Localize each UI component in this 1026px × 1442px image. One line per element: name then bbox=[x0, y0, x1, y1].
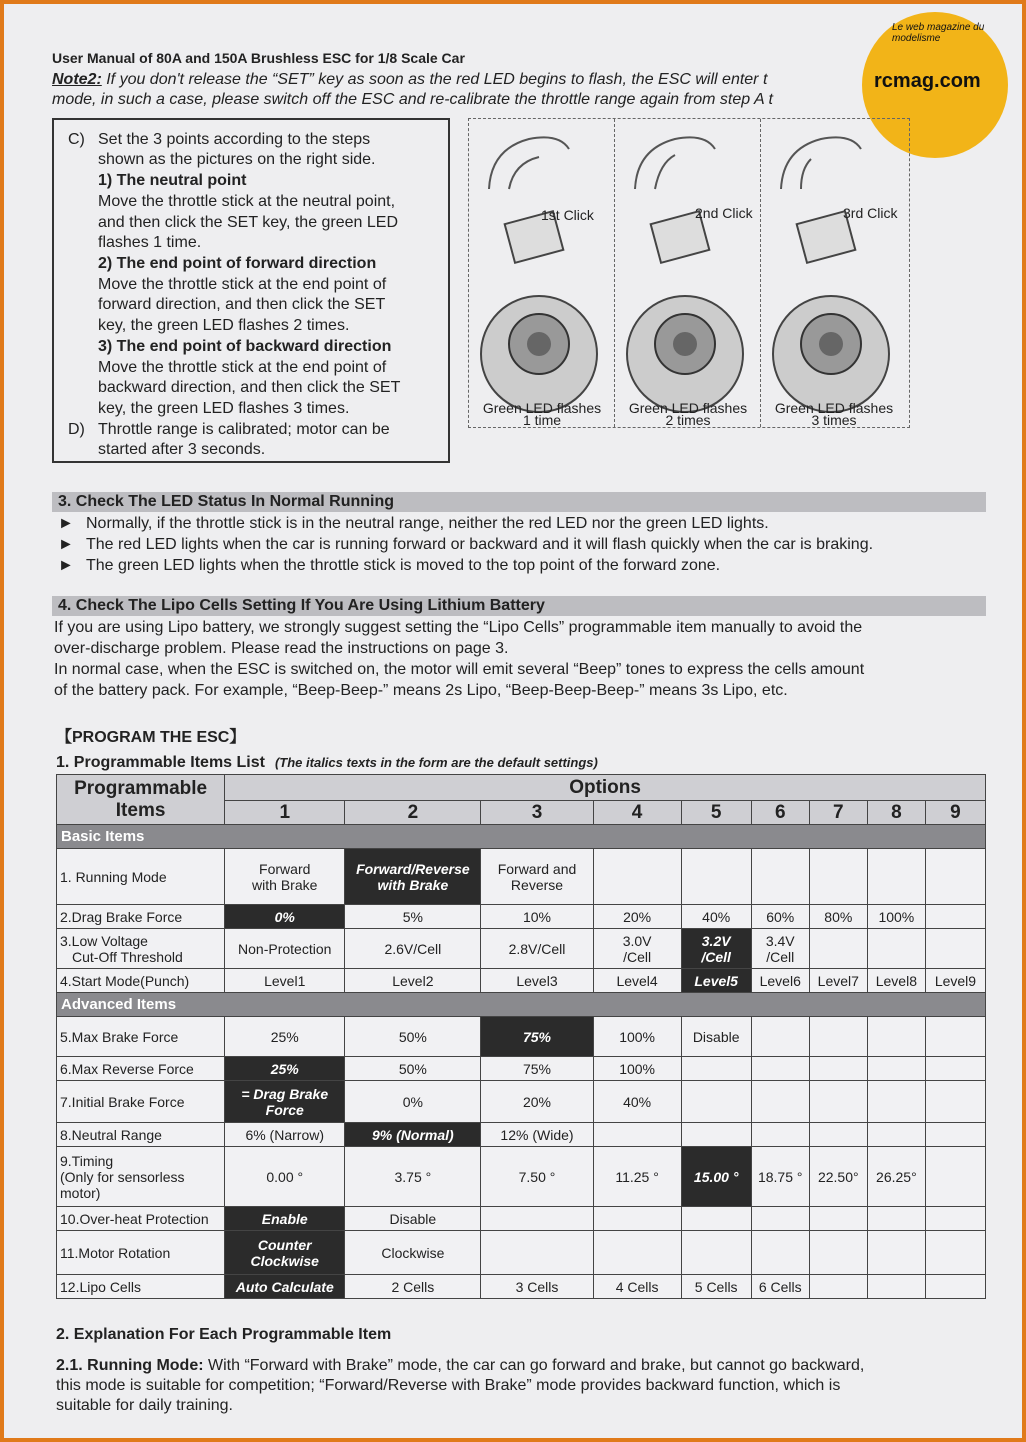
bullet-arrow-icon: ► bbox=[58, 536, 74, 553]
cell bbox=[593, 849, 681, 905]
n3-a: Move the throttle stick at the end point of bbox=[98, 359, 387, 376]
sec3-b2: The red LED lights when the car is running forward or backward and it will flash quickly when the car is braking. bbox=[86, 536, 874, 553]
cell bbox=[593, 1123, 681, 1147]
s21-label: 2.1. Running Mode: bbox=[56, 1357, 204, 1374]
cell-default: Enable bbox=[225, 1207, 345, 1231]
cell: Level9 bbox=[925, 969, 985, 993]
sec4-p1b: over-discharge problem. Please read the instructions on page 3. bbox=[54, 640, 509, 657]
note2-text2: mode, in such a case, please switch off the ESC and re-calibrate the throttle range again from step A t bbox=[52, 91, 773, 108]
cell-text: 3.4V bbox=[765, 932, 795, 949]
row-name-l1: 3.Low Voltage bbox=[60, 932, 148, 949]
explanation-title: 2. Explanation For Each Programmable Item bbox=[56, 1326, 392, 1343]
cell: 0.00 ° bbox=[225, 1147, 345, 1207]
items-list-note: (The italics texts in the form are the default settings) bbox=[274, 755, 598, 770]
esc-illustration bbox=[761, 119, 907, 427]
table-row bbox=[57, 1123, 986, 1147]
c-line2: shown as the pictures on the right side. bbox=[98, 151, 376, 168]
cell bbox=[925, 1207, 985, 1231]
cell bbox=[751, 1081, 809, 1123]
cell: 100% bbox=[867, 905, 925, 929]
cell bbox=[481, 1231, 593, 1275]
cell bbox=[925, 1231, 985, 1275]
page-header: User Manual of 80A and 150A Brushless ESC for 1/8 Scale Car bbox=[52, 50, 465, 66]
row-name: 2.Drag Brake Force bbox=[57, 905, 225, 929]
table-row bbox=[57, 1147, 986, 1207]
header-items-l1: Programmable bbox=[74, 777, 208, 799]
cell bbox=[925, 1081, 985, 1123]
option-num: 4 bbox=[593, 801, 681, 825]
cell: 0% bbox=[345, 1081, 481, 1123]
table-row bbox=[57, 1207, 986, 1231]
cell bbox=[925, 1057, 985, 1081]
cell: 80% bbox=[809, 905, 867, 929]
cell: 18.75 ° bbox=[751, 1147, 809, 1207]
cell: Non-Protection bbox=[225, 929, 345, 969]
sec3-bullet-1 bbox=[58, 514, 769, 534]
manual-page bbox=[4, 4, 1022, 1438]
cell bbox=[751, 1207, 809, 1231]
d-line1: Throttle range is calibrated; motor can be bbox=[98, 421, 390, 438]
cell: 100% bbox=[593, 1017, 681, 1057]
cell-text: Counter bbox=[257, 1236, 312, 1253]
sec3-bullet-3 bbox=[58, 556, 720, 576]
flash-label-3b: 3 times bbox=[811, 412, 857, 428]
sec4-p1a: If you are using Lipo battery, we strongly suggest setting the “Lipo Cells” programmable item manually to avoid the bbox=[54, 619, 863, 636]
cell: 3 Cells bbox=[481, 1275, 593, 1299]
esc-illustration bbox=[615, 119, 761, 427]
d-label: D) bbox=[68, 421, 85, 438]
row-name: 7.Initial Brake Force bbox=[57, 1081, 225, 1123]
cell: Level8 bbox=[867, 969, 925, 993]
bullet-arrow-icon: ► bbox=[58, 557, 74, 574]
esc-illustration bbox=[469, 119, 615, 427]
cell: 2 Cells bbox=[345, 1275, 481, 1299]
note2-label: Note2: bbox=[52, 71, 102, 88]
cell: 5 Cells bbox=[681, 1275, 751, 1299]
cell bbox=[925, 1017, 985, 1057]
cell: 50% bbox=[345, 1057, 481, 1081]
cell-text: Clockwise bbox=[250, 1252, 319, 1269]
cell: 60% bbox=[751, 905, 809, 929]
cell-default bbox=[225, 1081, 345, 1123]
cell-text: = Drag Brake bbox=[241, 1085, 329, 1102]
cell bbox=[809, 1123, 867, 1147]
option-num: 7 bbox=[809, 801, 867, 825]
cell-default: 9% (Normal) bbox=[345, 1123, 481, 1147]
cell: 40% bbox=[593, 1081, 681, 1123]
header-items-l2: Items bbox=[115, 799, 166, 821]
flash-label-1b: 1 time bbox=[522, 412, 562, 428]
table-row bbox=[57, 849, 986, 905]
n1-title: 1) The neutral point bbox=[98, 172, 247, 189]
cell bbox=[925, 905, 985, 929]
cell: 7.50 ° bbox=[481, 1147, 593, 1207]
flash-label-2b: 2 times bbox=[665, 412, 711, 428]
cell bbox=[751, 849, 809, 905]
cell-default: Level5 bbox=[681, 969, 751, 993]
sec4-paragraph bbox=[54, 617, 964, 701]
cell: Level4 bbox=[593, 969, 681, 993]
row-name: 12.Lipo Cells bbox=[57, 1275, 225, 1299]
n1-c: flashes 1 time. bbox=[98, 234, 202, 251]
cell bbox=[593, 929, 681, 969]
table-row bbox=[57, 905, 986, 929]
cell bbox=[867, 1017, 925, 1057]
calibration-figure bbox=[468, 118, 910, 428]
cell: Disable bbox=[681, 1017, 751, 1057]
row-name: 6.Max Reverse Force bbox=[57, 1057, 225, 1081]
cell: 12% (Wide) bbox=[481, 1123, 593, 1147]
cell bbox=[681, 1231, 751, 1275]
cell bbox=[751, 1057, 809, 1081]
program-title: 【PROGRAM THE ESC】 bbox=[56, 729, 246, 746]
cell: 6% (Narrow) bbox=[225, 1123, 345, 1147]
cell bbox=[751, 1231, 809, 1275]
cell bbox=[751, 1123, 809, 1147]
cell: 25% bbox=[225, 1017, 345, 1057]
cell bbox=[751, 1017, 809, 1057]
row-name: 1. Running Mode bbox=[57, 849, 225, 905]
programmable-items-table bbox=[56, 774, 986, 1299]
running-mode-explanation bbox=[56, 1356, 966, 1416]
cell: 20% bbox=[593, 905, 681, 929]
n1-a: Move the throttle stick at the neutral point, bbox=[98, 193, 396, 210]
cell bbox=[809, 929, 867, 969]
n2-title: 2) The end point of forward direction bbox=[98, 255, 377, 272]
cell-default bbox=[345, 849, 481, 905]
cell-default bbox=[225, 1231, 345, 1275]
cell-text: with Brake bbox=[377, 876, 449, 893]
cell: Disable bbox=[345, 1207, 481, 1231]
cell bbox=[593, 1207, 681, 1231]
section-4-title: 4. Check The Lipo Cells Setting If You Are Using Lithium Battery bbox=[52, 596, 986, 616]
d-line2: started after 3 seconds. bbox=[98, 441, 266, 458]
cell: 22.50° bbox=[809, 1147, 867, 1207]
cell: 3.75 ° bbox=[345, 1147, 481, 1207]
cell bbox=[867, 1123, 925, 1147]
cell-text: /Cell bbox=[766, 948, 795, 965]
items-list-title bbox=[56, 754, 598, 772]
s21-t1: With “Forward with Brake” mode, the car can go forward and brake, but cannot go backward, bbox=[203, 1357, 865, 1374]
cell: 50% bbox=[345, 1017, 481, 1057]
cell bbox=[925, 929, 985, 969]
cell: Clockwise bbox=[345, 1231, 481, 1275]
cell bbox=[225, 849, 345, 905]
table-header-row bbox=[57, 775, 986, 801]
s21-t3: suitable for daily training. bbox=[56, 1397, 233, 1414]
header-items bbox=[57, 775, 225, 825]
group-advanced: Advanced Items bbox=[57, 993, 986, 1017]
cell bbox=[681, 1057, 751, 1081]
cell: 75% bbox=[481, 1057, 593, 1081]
items-list-heading: 1. Programmable Items List bbox=[56, 754, 265, 771]
cell: 2.6V/Cell bbox=[345, 929, 481, 969]
row-name: 10.Over-heat Protection bbox=[57, 1207, 225, 1231]
table-row bbox=[57, 1231, 986, 1275]
section-3-title: 3. Check The LED Status In Normal Running bbox=[52, 492, 986, 512]
row-name-l3: motor) bbox=[60, 1184, 101, 1201]
cell bbox=[809, 849, 867, 905]
row-name: 4.Start Mode(Punch) bbox=[57, 969, 225, 993]
cell-text: 3.0V bbox=[622, 932, 652, 949]
option-num: 6 bbox=[751, 801, 809, 825]
cell: Level3 bbox=[481, 969, 593, 993]
table-row bbox=[57, 969, 986, 993]
flash-label-1a: Green LED flashes bbox=[482, 400, 602, 416]
row-name-l2: (Only for sensorless bbox=[60, 1168, 185, 1185]
table-row bbox=[57, 1275, 986, 1299]
cell-text: 3.2V bbox=[701, 932, 731, 949]
flash-label-2a: Green LED flashes bbox=[628, 400, 748, 416]
cell-text: Force bbox=[265, 1101, 304, 1118]
row-name bbox=[57, 929, 225, 969]
cell bbox=[867, 1275, 925, 1299]
figure-panel-1 bbox=[469, 119, 615, 427]
cell bbox=[867, 1231, 925, 1275]
option-num: 2 bbox=[345, 801, 481, 825]
cell bbox=[481, 849, 593, 905]
cell bbox=[809, 1057, 867, 1081]
figure-panel-2 bbox=[615, 119, 761, 427]
option-num: 1 bbox=[225, 801, 345, 825]
cell-text: /Cell bbox=[623, 948, 652, 965]
cell-default: 15.00 ° bbox=[681, 1147, 751, 1207]
n2-b: forward direction, and then click the SET bbox=[98, 296, 386, 313]
logo-tagline: Le web magazine du modelisme bbox=[892, 22, 985, 44]
cell bbox=[925, 1147, 985, 1207]
cell-default: 75% bbox=[481, 1017, 593, 1057]
cell-text: Forward bbox=[259, 860, 311, 877]
cell: 10% bbox=[481, 905, 593, 929]
note2-text: If you don't release the “SET” key as soon as the red LED begins to flash, the ESC will enter t bbox=[101, 71, 768, 88]
step-c-box bbox=[52, 118, 450, 463]
option-num: 9 bbox=[925, 801, 985, 825]
cell: Level2 bbox=[345, 969, 481, 993]
table-row bbox=[57, 1081, 986, 1123]
c-label: C) bbox=[68, 131, 85, 148]
cell: 100% bbox=[593, 1057, 681, 1081]
row-name bbox=[57, 1147, 225, 1207]
cell bbox=[809, 1231, 867, 1275]
cell bbox=[809, 1081, 867, 1123]
cell bbox=[751, 929, 809, 969]
n3-b: backward direction, and then click the SET bbox=[98, 379, 401, 396]
cell bbox=[681, 1081, 751, 1123]
cell bbox=[681, 1123, 751, 1147]
click-label-2: 2nd Click bbox=[695, 205, 753, 221]
s21-t2: this mode is suitable for competition; “Forward/Reverse with Brake” mode provides backward function, which is bbox=[56, 1377, 841, 1394]
cell bbox=[925, 849, 985, 905]
sec3-bullet-2 bbox=[58, 535, 873, 555]
cell bbox=[681, 1207, 751, 1231]
table-row bbox=[57, 1017, 986, 1057]
cell bbox=[867, 1081, 925, 1123]
n3-c: key, the green LED flashes 3 times. bbox=[98, 400, 350, 417]
sec4-p2b: of the battery pack. For example, “Beep-Beep-” means 2s Lipo, “Beep-Beep-Beep-” means 3s Lipo, etc. bbox=[54, 682, 788, 699]
cell: Level6 bbox=[751, 969, 809, 993]
group-advanced-row bbox=[57, 993, 986, 1017]
n1-b: and then click the SET key, the green LED bbox=[98, 214, 399, 231]
cell: 26.25° bbox=[867, 1147, 925, 1207]
table-row bbox=[57, 1057, 986, 1081]
cell: 4 Cells bbox=[593, 1275, 681, 1299]
cell bbox=[925, 1275, 985, 1299]
cell bbox=[867, 1207, 925, 1231]
option-num: 3 bbox=[481, 801, 593, 825]
cell: Level1 bbox=[225, 969, 345, 993]
flash-label-3a: Green LED flashes bbox=[774, 400, 894, 416]
header-options: Options bbox=[225, 775, 986, 801]
bullet-arrow-icon: ► bbox=[58, 515, 74, 532]
cell: Level7 bbox=[809, 969, 867, 993]
cell bbox=[809, 1207, 867, 1231]
cell-text: Reverse bbox=[510, 876, 564, 893]
note2 bbox=[52, 70, 882, 110]
cell: 20% bbox=[481, 1081, 593, 1123]
option-num: 8 bbox=[867, 801, 925, 825]
table-row bbox=[57, 929, 986, 969]
cell-default bbox=[681, 929, 751, 969]
cell bbox=[867, 849, 925, 905]
n2-c: key, the green LED flashes 2 times. bbox=[98, 317, 350, 334]
cell bbox=[925, 1123, 985, 1147]
cell: 11.25 ° bbox=[593, 1147, 681, 1207]
cell bbox=[867, 1057, 925, 1081]
cell bbox=[809, 1017, 867, 1057]
cell-default: Auto Calculate bbox=[225, 1275, 345, 1299]
row-name-l2: Cut-Off Threshold bbox=[72, 948, 183, 965]
sec3-b3: The green LED lights when the throttle stick is moved to the top point of the forward zone. bbox=[86, 557, 721, 574]
cell bbox=[593, 1231, 681, 1275]
cell-text: Forward/Reverse bbox=[356, 860, 470, 877]
sec4-p2a: In normal case, when the ESC is switched on, the motor will emit several “Beep” tones to express the cells amount bbox=[54, 661, 865, 678]
sec3-b1: Normally, if the throttle stick is in the neutral range, neither the red LED nor the green LED lights. bbox=[86, 515, 769, 532]
cell: 40% bbox=[681, 905, 751, 929]
option-num: 5 bbox=[681, 801, 751, 825]
cell-text: /Cell bbox=[701, 948, 731, 965]
cell bbox=[809, 1275, 867, 1299]
group-basic: Basic Items bbox=[57, 825, 986, 849]
n3-title: 3) The end point of backward direction bbox=[98, 338, 392, 355]
cell: 6 Cells bbox=[751, 1275, 809, 1299]
figure-panel-3 bbox=[761, 119, 907, 427]
logo-text: rcmag.com bbox=[874, 70, 981, 92]
row-name: 5.Max Brake Force bbox=[57, 1017, 225, 1057]
n2-a: Move the throttle stick at the end point of bbox=[98, 276, 387, 293]
row-name: 8.Neutral Range bbox=[57, 1123, 225, 1147]
c-line1: Set the 3 points according to the steps bbox=[98, 131, 371, 148]
cell: 5% bbox=[345, 905, 481, 929]
cell-text: with Brake bbox=[252, 876, 318, 893]
row-name: 11.Motor Rotation bbox=[57, 1231, 225, 1275]
cell bbox=[681, 849, 751, 905]
cell bbox=[867, 929, 925, 969]
cell: 2.8V/Cell bbox=[481, 929, 593, 969]
row-name-l1: 9.Timing bbox=[60, 1152, 114, 1169]
cell-default: 25% bbox=[225, 1057, 345, 1081]
cell-default: 0% bbox=[225, 905, 345, 929]
cell bbox=[481, 1207, 593, 1231]
click-label-3: 3rd Click bbox=[843, 205, 898, 221]
cell-text: Forward and bbox=[497, 860, 577, 877]
group-basic-row bbox=[57, 825, 986, 849]
click-label-1: 1st Click bbox=[541, 207, 594, 223]
